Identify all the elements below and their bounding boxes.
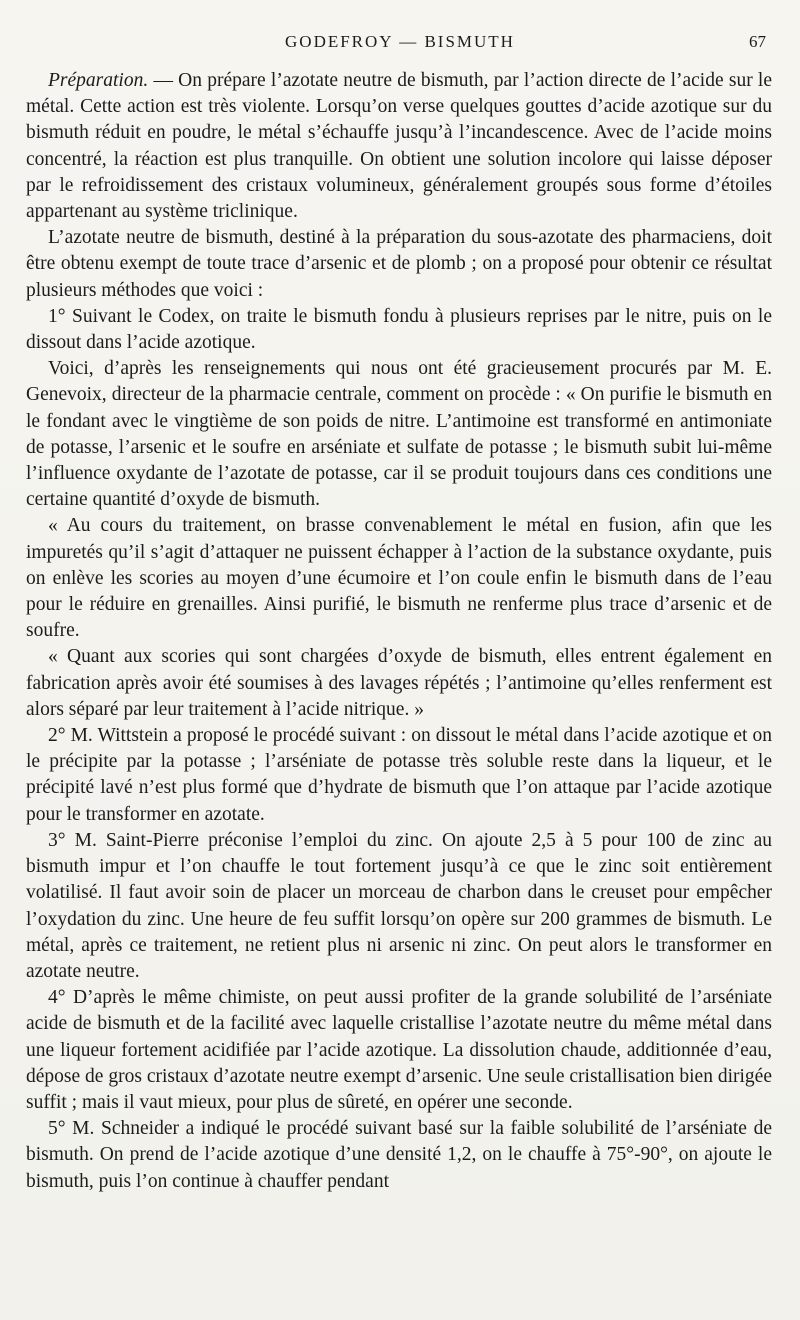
page-number: 67 bbox=[749, 32, 766, 51]
paragraph-azotate-neutre: L’azotate neutre de bismuth, destiné à la préparation du sous-azotate des pharmaciens, doit être obtenu exempt de toute trace d’arsenic et de plomb ; on a proposé pour obtenir ce résultat plusieurs méthodes que voici : bbox=[26, 227, 772, 301]
page-header bbox=[28, 32, 772, 58]
paragraph-preparation bbox=[26, 68, 772, 225]
running-head: GODEFROY — BISMUTH bbox=[285, 32, 515, 51]
paragraph-traitement: « Au cours du traitement, on brasse convenablement le métal en fusion, afin que les impuretés qu’il s’agit d’attaquer ne puissent échapper à l’action de la substance oxydante, puis on enlève les scories au moyen d’une écumoire et l’on coule enfin le bismuth dans de l’eau pour le réduire en grenailles. Ainsi purifié, le bismuth ne renferme plus trace d’arsenic et de soufre. bbox=[26, 515, 772, 642]
paragraph-method-3: 3° M. Saint-Pierre préconise l’emploi du zinc. On ajoute 2,5 à 5 pour 100 de zinc au bismuth impur et l’on chauffe le tout fortement jusqu’à ce que le zinc soit entièrement volatilisé. Il faut avoir soin de placer un morceau de charbon dans le creuset pour empêcher l’oxydation du zinc. Une heure de feu suffit lorsqu’on opère sur 200 grammes de bismuth. Le métal, après ce traitement, ne retient plus ni arsenic ni zinc. On peut alors le transformer en azotate neutre. bbox=[26, 829, 772, 982]
section-lead: Préparation. bbox=[48, 70, 149, 91]
paragraph-method-4: 4° D’après le même chimiste, on peut aussi profiter de la grande solubilité de l’arséniate acide de bismuth et de la facilité avec laquelle cristallise l’azotate neutre du même métal dans une liqueur fortement acidifiée par l’acide azotique. La dissolution chaude, additionnée d’eau, dépose de gros cristaux d’azotate neutre exempt d’arsenic. Une seule cristallisation bien dirigée suffit ; mais il vaut mieux, pour plus de sûreté, en opérer une seconde. bbox=[26, 987, 772, 1113]
paragraph-text: — On prépare l’azotate neutre de bismuth, par l’action directe de l’acide sur le métal. Cette action est très violente. Lorsqu’on verse quelques gouttes d’acide azotique sur du bismuth réduit en poudre, le métal s’échauffe jusqu’à l’incandescence. Avec de l’acide moins concentré, la réaction est plus tranquille. On obtient une solution incolore qui laisse déposer par le refroidissement des cristaux volumineux, généralement groupés sous forme d’étoiles appartenant au système triclinique. bbox=[26, 70, 772, 223]
paragraph-genevoix: Voici, d’après les renseignements qui nous ont été gracieusement procurés par M. E. Genevoix, directeur de la pharmacie centrale, comment on procède : « On purifie le bismuth en le fondant avec le vingtième de son poids de nitre. L’antimoine est transformé en antimoniate de potasse, l’arsenic et le soufre en arséniate et sulfate de potasse ; le bismuth subit lui-même l’influence oxydante de l’azotate de potasse, car il se produit toujours dans ces conditions une certaine quantité d’oxyde de bismuth. bbox=[26, 358, 772, 511]
paragraph-method-1: 1° Suivant le Codex, on traite le bismuth fondu à plusieurs reprises par le nitre, puis on le dissout dans l’acide azotique. bbox=[26, 305, 772, 354]
paragraph-method-2: 2° M. Wittstein a proposé le procédé suivant : on dissout le métal dans l’acide azotique et on le précipite par la potasse ; l’arséniate de potasse très soluble reste dans la liqueur, et le précipité lavé n’est plus formé que d’hydrate de bismuth que l’on attaque par l’acide azotique pour le transformer en azotate. bbox=[26, 725, 772, 825]
body-text bbox=[26, 68, 772, 1195]
paragraph-method-5: 5° M. Schneider a indiqué le procédé suivant basé sur la faible solubilité de l’arséniate de bismuth. On prend de l’acide azotique d’une densité 1,2, on le chauffe à 75°-90°, on ajoute le bismuth, puis l’on continue à chauffer pendant bbox=[26, 1118, 772, 1192]
paragraph-scories: « Quant aux scories qui sont chargées d’oxyde de bismuth, elles entrent également en fabrication après avoir été soumises à des lavages répétés ; l’antimoine qu’elles renferment est alors séparé par leur traitement à l’acide nitrique. » bbox=[26, 646, 772, 720]
